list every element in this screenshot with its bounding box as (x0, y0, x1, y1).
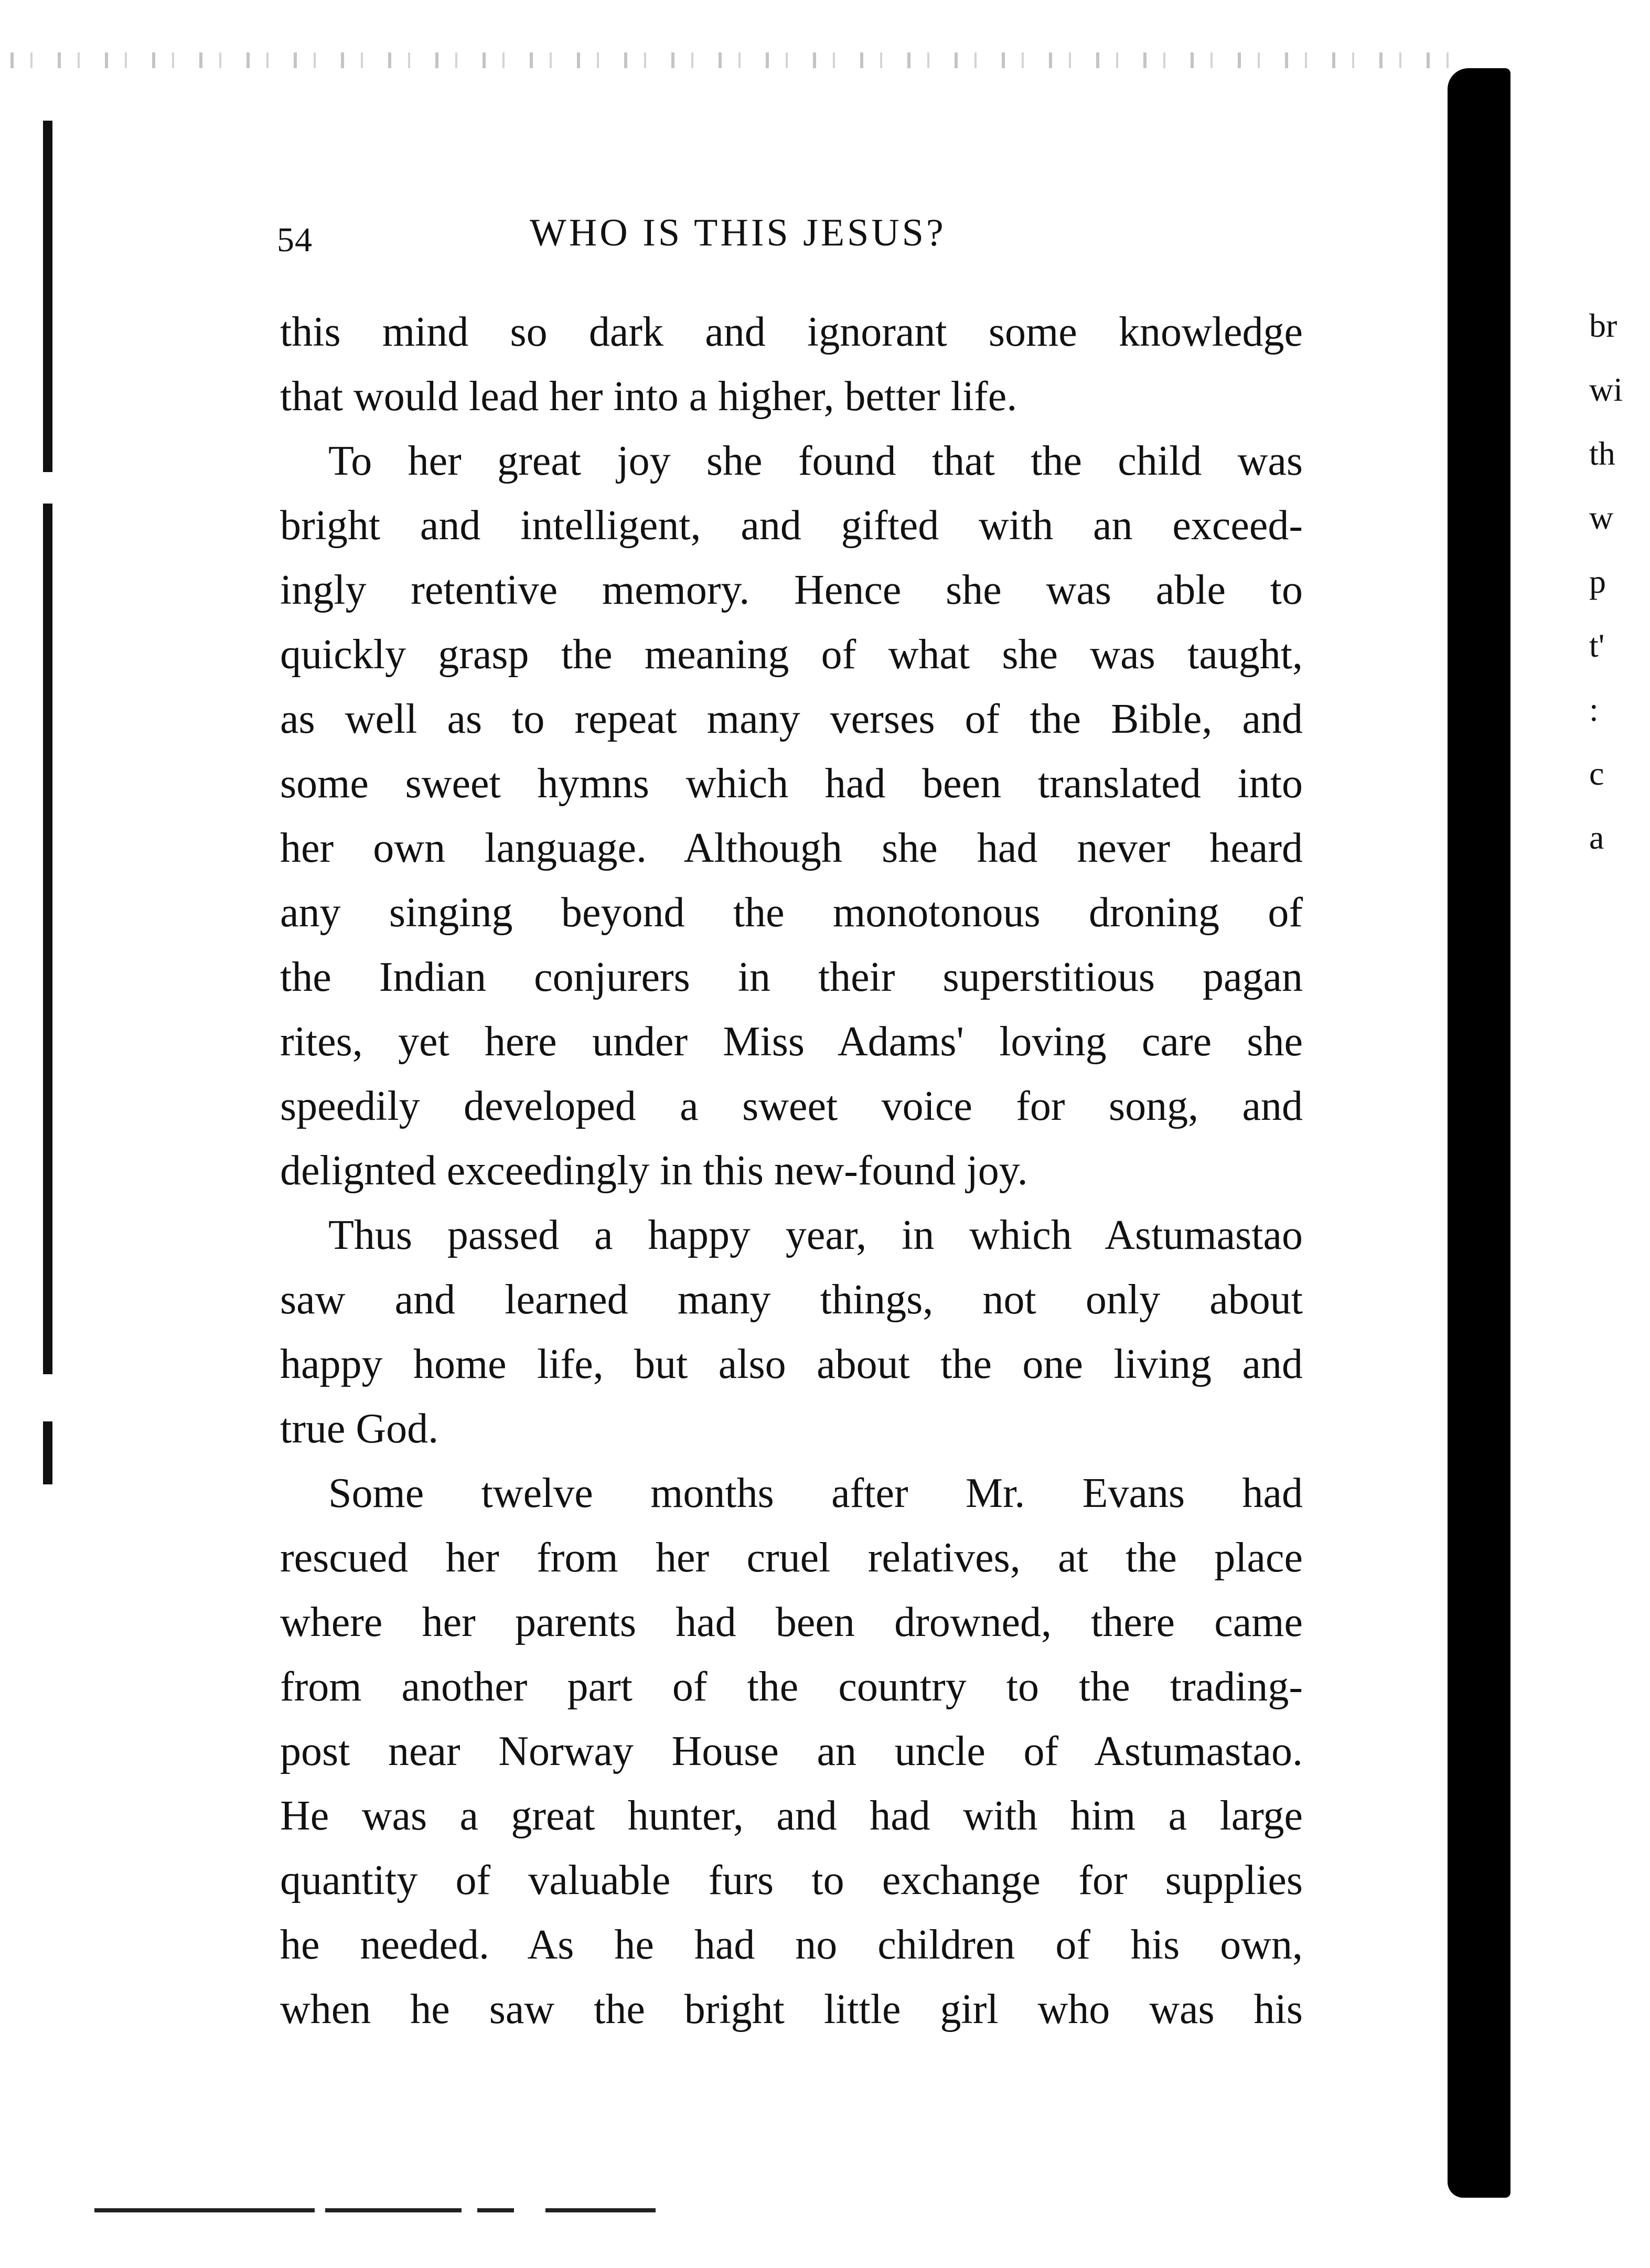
text-line: bright and intelligent, and gifted with an exceed- (280, 502, 1303, 549)
text-line: from another part of the country to the trading- (280, 1664, 1303, 1710)
text-line: rites, yet here under Miss Adams' loving care she (280, 1019, 1303, 1065)
facing-page-fragment: a (1589, 819, 1604, 856)
text-line: happy home life, but also about the one living and (280, 1341, 1303, 1387)
facing-page-fragment: : (1589, 691, 1599, 728)
text-line: where her parents had been drowned, there came (280, 1599, 1303, 1645)
scan-edge-gap (37, 1374, 58, 1421)
text-line: speedily developed a sweet voice for song, and (280, 1083, 1303, 1129)
text-line: true God. (280, 1406, 439, 1452)
text-line: ingly retentive memory. Hence she was able to (280, 567, 1303, 613)
text-line: delignted exceedingly in this new-found joy. (280, 1148, 1028, 1194)
text-line: He was a great hunter, and had with him a large (280, 1793, 1303, 1839)
text-line: this mind so dark and ignorant some knowledge (280, 309, 1303, 355)
text-line: the Indian conjurers in their superstitious pagan (280, 954, 1303, 1000)
book-binding-gutter (1448, 68, 1510, 2198)
facing-page-fragment: w (1589, 499, 1614, 536)
body-text (280, 300, 1303, 2042)
text-line: when he saw the bright little girl who was his (280, 1986, 1303, 2032)
facing-page-fragment: wi (1589, 371, 1623, 408)
facing-page-fragment: p (1589, 563, 1606, 600)
text-line: quantity of valuable furs to exchange for supplies (280, 1857, 1303, 1903)
text-line: Thus passed a happy year, in which Astumastao (328, 1212, 1303, 1258)
text-line: some sweet hymns which had been translated into (280, 761, 1303, 807)
text-line: post near Norway House an uncle of Astumastao. (280, 1728, 1303, 1774)
text-line: saw and learned many things, not only about (280, 1277, 1303, 1323)
facing-page-fragments (1589, 294, 1647, 870)
text-line: any singing beyond the monotonous droning of (280, 890, 1303, 936)
text-line: that would lead her into a higher, better life. (280, 373, 1017, 420)
text-line: quickly grasp the meaning of what she was taught, (280, 632, 1303, 678)
running-head: WHO IS THIS JESUS? (530, 211, 946, 254)
text-line: her own language. Although she had never heard (280, 825, 1303, 871)
scan-noise-top (10, 52, 1458, 68)
facing-page-fragment: c (1589, 755, 1604, 792)
text-line: he needed. As he had no children of his own, (280, 1922, 1303, 1968)
page-number: 54 (277, 221, 313, 259)
facing-page-fragment: br (1589, 307, 1617, 344)
facing-page-fragment: th (1589, 435, 1615, 472)
text-line: rescued her from her cruel relatives, at the place (280, 1535, 1303, 1581)
text-line: as well as to repeat many verses of the Bible, and (280, 696, 1303, 742)
scan-noise-bottom (94, 2208, 656, 2212)
facing-page-fragment: t' (1589, 627, 1605, 664)
text-line: To her great joy she found that the child was (328, 438, 1303, 484)
scan-edge-gap (37, 472, 58, 504)
scan-edge-left (43, 121, 52, 1484)
text-line: Some twelve months after Mr. Evans had (328, 1470, 1303, 1516)
